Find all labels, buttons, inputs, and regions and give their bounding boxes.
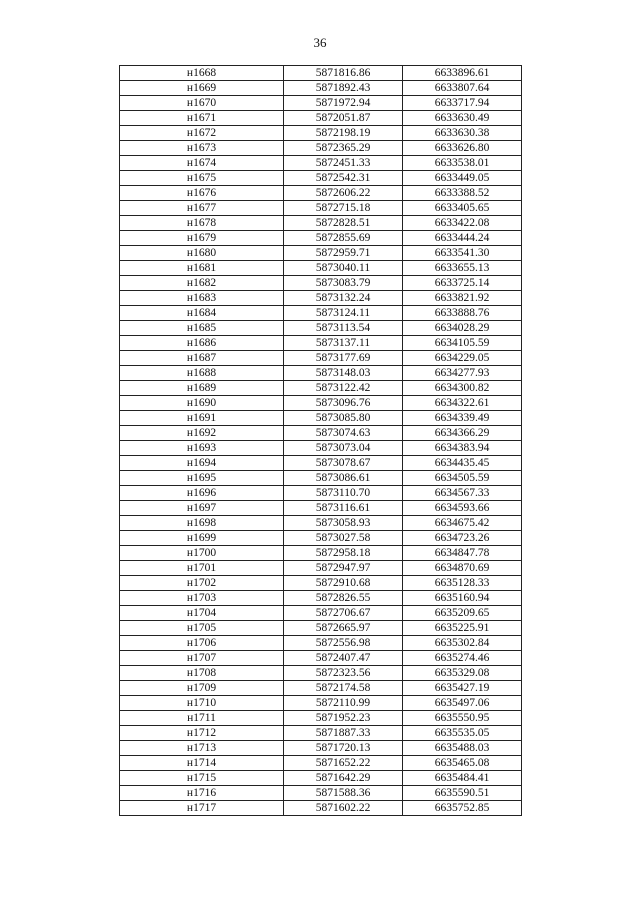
table-row xyxy=(120,336,522,351)
x-coordinate-cell: 5872958.18 xyxy=(284,546,403,561)
point-id-cell: н1686 xyxy=(120,336,284,351)
table-row xyxy=(120,171,522,186)
table-row xyxy=(120,306,522,321)
y-coordinate-cell: 6633541.30 xyxy=(403,246,522,261)
point-id-cell: н1705 xyxy=(120,621,284,636)
point-id-cell: н1680 xyxy=(120,246,284,261)
point-id-cell: н1709 xyxy=(120,681,284,696)
table-row xyxy=(120,516,522,531)
table-row xyxy=(120,426,522,441)
table-row xyxy=(120,111,522,126)
x-coordinate-cell: 5871602.22 xyxy=(284,801,403,816)
table-row xyxy=(120,546,522,561)
x-coordinate-cell: 5872665.97 xyxy=(284,621,403,636)
y-coordinate-cell: 6633630.49 xyxy=(403,111,522,126)
y-coordinate-cell: 6633538.01 xyxy=(403,156,522,171)
x-coordinate-cell: 5873116.61 xyxy=(284,501,403,516)
point-id-cell: н1696 xyxy=(120,486,284,501)
point-id-cell: н1685 xyxy=(120,321,284,336)
point-id-cell: н1712 xyxy=(120,726,284,741)
x-coordinate-cell: 5873110.70 xyxy=(284,486,403,501)
table-row xyxy=(120,276,522,291)
x-coordinate-cell: 5873058.93 xyxy=(284,516,403,531)
x-coordinate-cell: 5871588.36 xyxy=(284,786,403,801)
y-coordinate-cell: 6635274.46 xyxy=(403,651,522,666)
table-row xyxy=(120,396,522,411)
table-row xyxy=(120,351,522,366)
x-coordinate-cell: 5872198.19 xyxy=(284,126,403,141)
y-coordinate-cell: 6635209.65 xyxy=(403,606,522,621)
point-id-cell: н1671 xyxy=(120,111,284,126)
y-coordinate-cell: 6634322.61 xyxy=(403,396,522,411)
table-row xyxy=(120,561,522,576)
y-coordinate-cell: 6634366.29 xyxy=(403,426,522,441)
table-row xyxy=(120,411,522,426)
table-row xyxy=(120,156,522,171)
table-row xyxy=(120,621,522,636)
table-row xyxy=(120,66,522,81)
point-id-cell: н1702 xyxy=(120,576,284,591)
table-row xyxy=(120,726,522,741)
point-id-cell: н1695 xyxy=(120,471,284,486)
y-coordinate-cell: 6635225.91 xyxy=(403,621,522,636)
table-row xyxy=(120,321,522,336)
x-coordinate-cell: 5872715.18 xyxy=(284,201,403,216)
y-coordinate-cell: 6633405.65 xyxy=(403,201,522,216)
x-coordinate-cell: 5873113.54 xyxy=(284,321,403,336)
point-id-cell: н1682 xyxy=(120,276,284,291)
point-id-cell: н1715 xyxy=(120,771,284,786)
y-coordinate-cell: 6635128.33 xyxy=(403,576,522,591)
y-coordinate-cell: 6635590.51 xyxy=(403,786,522,801)
y-coordinate-cell: 6634435.45 xyxy=(403,456,522,471)
y-coordinate-cell: 6633821.92 xyxy=(403,291,522,306)
point-id-cell: н1707 xyxy=(120,651,284,666)
point-id-cell: н1679 xyxy=(120,231,284,246)
point-id-cell: н1714 xyxy=(120,756,284,771)
point-id-cell: н1675 xyxy=(120,171,284,186)
table-row xyxy=(120,576,522,591)
point-id-cell: н1689 xyxy=(120,381,284,396)
x-coordinate-cell: 5871642.29 xyxy=(284,771,403,786)
point-id-cell: н1716 xyxy=(120,786,284,801)
table-row xyxy=(120,531,522,546)
point-id-cell: н1676 xyxy=(120,186,284,201)
point-id-cell: н1706 xyxy=(120,636,284,651)
x-coordinate-cell: 5873083.79 xyxy=(284,276,403,291)
x-coordinate-cell: 5873132.24 xyxy=(284,291,403,306)
x-coordinate-cell: 5871887.33 xyxy=(284,726,403,741)
y-coordinate-cell: 6633449.05 xyxy=(403,171,522,186)
x-coordinate-cell: 5872556.98 xyxy=(284,636,403,651)
table-row xyxy=(120,681,522,696)
x-coordinate-cell: 5871816.86 xyxy=(284,66,403,81)
x-coordinate-cell: 5873027.58 xyxy=(284,531,403,546)
point-id-cell: н1711 xyxy=(120,711,284,726)
table-row xyxy=(120,366,522,381)
table-row xyxy=(120,141,522,156)
table-row xyxy=(120,201,522,216)
y-coordinate-cell: 6634593.66 xyxy=(403,501,522,516)
point-id-cell: н1683 xyxy=(120,291,284,306)
x-coordinate-cell: 5872451.33 xyxy=(284,156,403,171)
x-coordinate-cell: 5872947.97 xyxy=(284,561,403,576)
table-row xyxy=(120,291,522,306)
y-coordinate-cell: 6634870.69 xyxy=(403,561,522,576)
point-id-cell: н1710 xyxy=(120,696,284,711)
y-coordinate-cell: 6635484.41 xyxy=(403,771,522,786)
y-coordinate-cell: 6633725.14 xyxy=(403,276,522,291)
table-row xyxy=(120,786,522,801)
table-row xyxy=(120,711,522,726)
point-id-cell: н1699 xyxy=(120,531,284,546)
x-coordinate-cell: 5873122.42 xyxy=(284,381,403,396)
y-coordinate-cell: 6635465.08 xyxy=(403,756,522,771)
x-coordinate-cell: 5873124.11 xyxy=(284,306,403,321)
x-coordinate-cell: 5872174.58 xyxy=(284,681,403,696)
y-coordinate-cell: 6634300.82 xyxy=(403,381,522,396)
y-coordinate-cell: 6634675.42 xyxy=(403,516,522,531)
y-coordinate-cell: 6635160.94 xyxy=(403,591,522,606)
point-id-cell: н1677 xyxy=(120,201,284,216)
table-row xyxy=(120,756,522,771)
y-coordinate-cell: 6633807.64 xyxy=(403,81,522,96)
coordinates-table-body xyxy=(120,66,522,816)
y-coordinate-cell: 6635488.03 xyxy=(403,741,522,756)
point-id-cell: н1717 xyxy=(120,801,284,816)
point-id-cell: н1704 xyxy=(120,606,284,621)
point-id-cell: н1700 xyxy=(120,546,284,561)
x-coordinate-cell: 5872365.29 xyxy=(284,141,403,156)
table-row xyxy=(120,246,522,261)
table-row xyxy=(120,126,522,141)
table-row xyxy=(120,441,522,456)
x-coordinate-cell: 5873078.67 xyxy=(284,456,403,471)
x-coordinate-cell: 5872855.69 xyxy=(284,231,403,246)
x-coordinate-cell: 5873085.80 xyxy=(284,411,403,426)
x-coordinate-cell: 5873086.61 xyxy=(284,471,403,486)
x-coordinate-cell: 5872323.56 xyxy=(284,666,403,681)
y-coordinate-cell: 6635427.19 xyxy=(403,681,522,696)
table-row xyxy=(120,456,522,471)
table-row xyxy=(120,216,522,231)
point-id-cell: н1691 xyxy=(120,411,284,426)
y-coordinate-cell: 6634229.05 xyxy=(403,351,522,366)
x-coordinate-cell: 5871972.94 xyxy=(284,96,403,111)
point-id-cell: н1698 xyxy=(120,516,284,531)
point-id-cell: н1688 xyxy=(120,366,284,381)
x-coordinate-cell: 5872110.99 xyxy=(284,696,403,711)
table-row xyxy=(120,651,522,666)
point-id-cell: н1703 xyxy=(120,591,284,606)
point-id-cell: н1670 xyxy=(120,96,284,111)
point-id-cell: н1674 xyxy=(120,156,284,171)
table-row xyxy=(120,696,522,711)
y-coordinate-cell: 6634028.29 xyxy=(403,321,522,336)
point-id-cell: н1701 xyxy=(120,561,284,576)
table-row xyxy=(120,261,522,276)
y-coordinate-cell: 6635497.06 xyxy=(403,696,522,711)
x-coordinate-cell: 5872910.68 xyxy=(284,576,403,591)
point-id-cell: н1673 xyxy=(120,141,284,156)
x-coordinate-cell: 5873074.63 xyxy=(284,426,403,441)
point-id-cell: н1697 xyxy=(120,501,284,516)
x-coordinate-cell: 5873073.04 xyxy=(284,441,403,456)
x-coordinate-cell: 5872606.22 xyxy=(284,186,403,201)
x-coordinate-cell: 5871720.13 xyxy=(284,741,403,756)
y-coordinate-cell: 6634339.49 xyxy=(403,411,522,426)
y-coordinate-cell: 6633717.94 xyxy=(403,96,522,111)
point-id-cell: н1690 xyxy=(120,396,284,411)
y-coordinate-cell: 6635550.95 xyxy=(403,711,522,726)
x-coordinate-cell: 5872826.55 xyxy=(284,591,403,606)
point-id-cell: н1678 xyxy=(120,216,284,231)
y-coordinate-cell: 6634567.33 xyxy=(403,486,522,501)
y-coordinate-cell: 6634105.59 xyxy=(403,336,522,351)
x-coordinate-cell: 5873040.11 xyxy=(284,261,403,276)
page-number: 36 xyxy=(313,35,327,50)
table-row xyxy=(120,96,522,111)
y-coordinate-cell: 6633896.61 xyxy=(403,66,522,81)
y-coordinate-cell: 6633422.08 xyxy=(403,216,522,231)
table-row xyxy=(120,486,522,501)
x-coordinate-cell: 5872959.71 xyxy=(284,246,403,261)
point-id-cell: н1694 xyxy=(120,456,284,471)
x-coordinate-cell: 5873177.69 xyxy=(284,351,403,366)
x-coordinate-cell: 5872828.51 xyxy=(284,216,403,231)
x-coordinate-cell: 5872706.67 xyxy=(284,606,403,621)
x-coordinate-cell: 5871652.22 xyxy=(284,756,403,771)
table-row xyxy=(120,636,522,651)
y-coordinate-cell: 6633388.52 xyxy=(403,186,522,201)
table-row xyxy=(120,81,522,96)
x-coordinate-cell: 5872051.87 xyxy=(284,111,403,126)
point-id-cell: н1708 xyxy=(120,666,284,681)
x-coordinate-cell: 5873148.03 xyxy=(284,366,403,381)
x-coordinate-cell: 5872542.31 xyxy=(284,171,403,186)
point-id-cell: н1672 xyxy=(120,126,284,141)
y-coordinate-cell: 6635329.08 xyxy=(403,666,522,681)
table-row xyxy=(120,381,522,396)
y-coordinate-cell: 6634847.78 xyxy=(403,546,522,561)
table-row xyxy=(120,801,522,816)
point-id-cell: н1693 xyxy=(120,441,284,456)
point-id-cell: н1681 xyxy=(120,261,284,276)
x-coordinate-cell: 5871892.43 xyxy=(284,81,403,96)
point-id-cell: н1668 xyxy=(120,66,284,81)
table-row xyxy=(120,471,522,486)
y-coordinate-cell: 6633626.80 xyxy=(403,141,522,156)
table-row xyxy=(120,501,522,516)
table-row xyxy=(120,741,522,756)
y-coordinate-cell: 6634723.26 xyxy=(403,531,522,546)
point-id-cell: н1687 xyxy=(120,351,284,366)
y-coordinate-cell: 6633655.13 xyxy=(403,261,522,276)
y-coordinate-cell: 6635752.85 xyxy=(403,801,522,816)
x-coordinate-cell: 5871952.23 xyxy=(284,711,403,726)
y-coordinate-cell: 6633888.76 xyxy=(403,306,522,321)
point-id-cell: н1713 xyxy=(120,741,284,756)
y-coordinate-cell: 6634277.93 xyxy=(403,366,522,381)
table-row xyxy=(120,606,522,621)
table-row xyxy=(120,771,522,786)
point-id-cell: н1669 xyxy=(120,81,284,96)
x-coordinate-cell: 5873096.76 xyxy=(284,396,403,411)
y-coordinate-cell: 6635302.84 xyxy=(403,636,522,651)
table-row xyxy=(120,186,522,201)
x-coordinate-cell: 5873137.11 xyxy=(284,336,403,351)
table-row xyxy=(120,591,522,606)
y-coordinate-cell: 6634383.94 xyxy=(403,441,522,456)
y-coordinate-cell: 6634505.59 xyxy=(403,471,522,486)
table-row xyxy=(120,231,522,246)
point-id-cell: н1684 xyxy=(120,306,284,321)
y-coordinate-cell: 6633444.24 xyxy=(403,231,522,246)
coordinates-table xyxy=(119,65,522,816)
x-coordinate-cell: 5872407.47 xyxy=(284,651,403,666)
table-row xyxy=(120,666,522,681)
y-coordinate-cell: 6633630.38 xyxy=(403,126,522,141)
y-coordinate-cell: 6635535.05 xyxy=(403,726,522,741)
point-id-cell: н1692 xyxy=(120,426,284,441)
